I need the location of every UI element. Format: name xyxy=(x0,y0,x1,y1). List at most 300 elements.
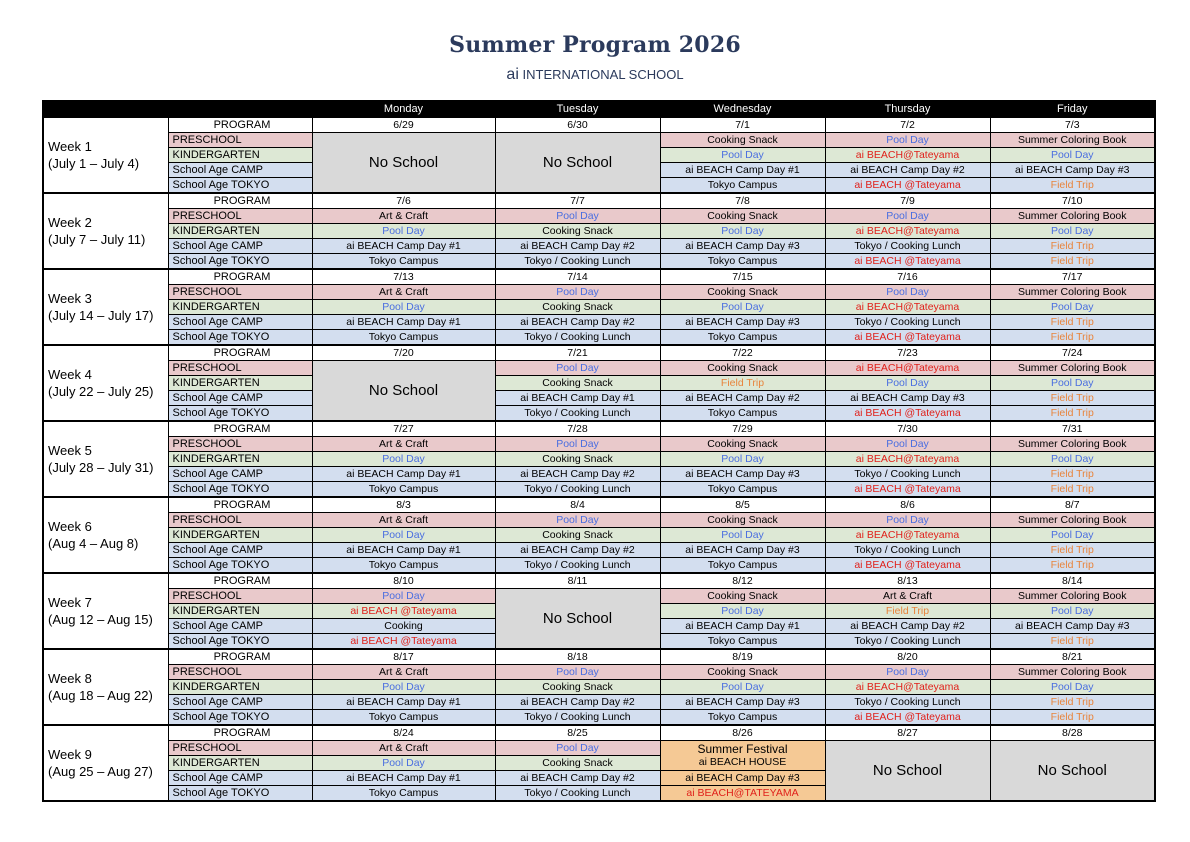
activity-cell: Pool Day xyxy=(990,148,1155,163)
activity-cell: ai BEACH@Tateyama xyxy=(825,680,990,695)
activity-cell: ai BEACH @Tateyama xyxy=(825,178,990,194)
activity-cell: Summer Coloring Book xyxy=(990,285,1155,300)
activity-cell: Pool Day xyxy=(990,528,1155,543)
activity-cell: ai BEACH Camp Day #1 xyxy=(660,619,825,634)
activity-cell: Tokyo / Cooking Lunch xyxy=(825,315,990,330)
activity-cell: ai BEACH Camp Day #1 xyxy=(660,163,825,178)
program-label: School Age CAMP xyxy=(168,543,312,558)
activity-cell: Cooking Snack xyxy=(495,528,660,543)
date-cell: 8/12 xyxy=(660,573,825,589)
header-friday: Friday xyxy=(990,101,1155,117)
program-label: KINDERGARTEN xyxy=(168,452,312,467)
page-title: Summer Program 2026 xyxy=(449,32,741,58)
header-blank xyxy=(43,101,312,117)
date-cell: 8/20 xyxy=(825,649,990,665)
program-row xyxy=(43,695,1155,710)
activity-cell: Pool Day xyxy=(312,756,495,771)
program-row xyxy=(43,315,1155,330)
activity-cell: Pool Day xyxy=(990,680,1155,695)
date-cell: 7/31 xyxy=(990,421,1155,437)
activity-cell: ai BEACH Camp Day #1 xyxy=(312,467,495,482)
program-row xyxy=(43,558,1155,574)
week-range: (Aug 18 – Aug 22) xyxy=(48,688,153,703)
activity-cell: Pool Day xyxy=(312,528,495,543)
program-label: PRESCHOOL xyxy=(168,361,312,376)
activity-cell: Tokyo / Cooking Lunch xyxy=(825,634,990,650)
activity-cell: Tokyo Campus xyxy=(660,558,825,574)
program-label: KINDERGARTEN xyxy=(168,756,312,771)
activity-cell: ai BEACH@Tateyama xyxy=(825,300,990,315)
activity-cell: Tokyo / Cooking Lunch xyxy=(825,695,990,710)
program-row xyxy=(43,239,1155,254)
activity-cell: Tokyo / Cooking Lunch xyxy=(495,254,660,270)
activity-cell: Field Trip xyxy=(990,558,1155,574)
activity-cell: Tokyo / Cooking Lunch xyxy=(495,786,660,802)
activity-cell: Tokyo Campus xyxy=(660,330,825,346)
program-row xyxy=(43,680,1155,695)
activity-subtitle: ai BEACH HOUSE xyxy=(698,756,787,768)
activity-cell: Field Trip xyxy=(990,315,1155,330)
week-label-cell xyxy=(43,345,168,421)
activity-cell: Pool Day xyxy=(660,452,825,467)
week-range: (July 1 – July 4) xyxy=(48,156,140,171)
activity-cell: Tokyo Campus xyxy=(312,482,495,498)
week-label: Week 8 xyxy=(48,671,92,686)
week-label-cell xyxy=(43,497,168,573)
program-label: PRESCHOOL xyxy=(168,285,312,300)
activity-cell: ai BEACH@Tateyama xyxy=(825,528,990,543)
activity-cell: Tokyo / Cooking Lunch xyxy=(495,710,660,726)
school-prefix: ai xyxy=(506,66,519,83)
date-cell: 7/30 xyxy=(825,421,990,437)
week-date-row xyxy=(43,421,1155,437)
activity-cell: Art & Craft xyxy=(312,513,495,528)
schedule-body xyxy=(43,117,1155,801)
activity-cell: Cooking Snack xyxy=(495,300,660,315)
activity-cell: Tokyo / Cooking Lunch xyxy=(495,330,660,346)
activity-cell: ai BEACH Camp Day #3 xyxy=(660,695,825,710)
program-row xyxy=(43,710,1155,726)
activity-cell: Tokyo Campus xyxy=(312,710,495,726)
date-cell: 7/1 xyxy=(660,117,825,133)
activity-cell: Pool Day xyxy=(495,209,660,224)
activity-cell: Pool Day xyxy=(660,604,825,619)
week-date-row xyxy=(43,649,1155,665)
header-row xyxy=(43,101,1155,117)
date-cell: 7/3 xyxy=(990,117,1155,133)
week-label-cell xyxy=(43,421,168,497)
activity-cell: Field Trip xyxy=(660,376,825,391)
activity-cell: Pool Day xyxy=(495,741,660,756)
week-date-row xyxy=(43,117,1155,133)
program-label: School Age CAMP xyxy=(168,771,312,786)
activity-cell: Pool Day xyxy=(990,300,1155,315)
program-label: KINDERGARTEN xyxy=(168,528,312,543)
program-label: PROGRAM xyxy=(168,421,312,437)
activity-cell: ai BEACH Camp Day #2 xyxy=(495,543,660,558)
activity-cell: Tokyo Campus xyxy=(660,482,825,498)
week-label-cell xyxy=(43,193,168,269)
week-date-row xyxy=(43,193,1155,209)
week-label-cell xyxy=(43,117,168,193)
no-school-cell: No School xyxy=(825,741,990,802)
activity-cell: ai BEACH Camp Day #3 xyxy=(825,391,990,406)
activity-cell: Pool Day xyxy=(312,452,495,467)
date-cell: 8/11 xyxy=(495,573,660,589)
program-label: School Age CAMP xyxy=(168,467,312,482)
program-row xyxy=(43,376,1155,391)
activity-cell: Field Trip xyxy=(990,467,1155,482)
activity-cell: Cooking Snack xyxy=(660,209,825,224)
date-cell: 7/21 xyxy=(495,345,660,361)
school-name-text: INTERNATIONAL SCHOOL xyxy=(522,67,684,82)
no-school-cell: No School xyxy=(312,133,495,194)
week-range: (July 28 – July 31) xyxy=(48,460,154,475)
activity-cell: Pool Day xyxy=(312,680,495,695)
activity-cell: Tokyo Campus xyxy=(312,786,495,802)
program-label: School Age TOKYO xyxy=(168,330,312,346)
activity-cell: Pool Day xyxy=(825,437,990,452)
program-label: PRESCHOOL xyxy=(168,209,312,224)
program-label: School Age CAMP xyxy=(168,163,312,178)
program-label: PRESCHOOL xyxy=(168,513,312,528)
date-cell: 8/21 xyxy=(990,649,1155,665)
date-cell: 8/26 xyxy=(660,725,825,741)
date-cell: 8/19 xyxy=(660,649,825,665)
activity-cell: Field Trip xyxy=(825,604,990,619)
program-row xyxy=(43,300,1155,315)
activity-cell: ai BEACH Camp Day #2 xyxy=(495,695,660,710)
program-row xyxy=(43,254,1155,270)
activity-cell: Cooking Snack xyxy=(495,376,660,391)
activity-cell: Pool Day xyxy=(825,665,990,680)
date-cell: 7/17 xyxy=(990,269,1155,285)
activity-cell: Art & Craft xyxy=(825,589,990,604)
week-date-row xyxy=(43,345,1155,361)
no-school-cell: No School xyxy=(990,741,1155,802)
activity-cell: Tokyo / Cooking Lunch xyxy=(495,406,660,422)
week-label-cell xyxy=(43,725,168,801)
activity-cell: ai BEACH @Tateyama xyxy=(825,558,990,574)
program-row xyxy=(43,224,1155,239)
program-label: PRESCHOOL xyxy=(168,437,312,452)
activity-cell: Summer Coloring Book xyxy=(990,513,1155,528)
date-cell: 7/16 xyxy=(825,269,990,285)
activity-cell: Pool Day xyxy=(660,300,825,315)
activity-cell: Tokyo Campus xyxy=(660,406,825,422)
activity-cell: ai BEACH Camp Day #2 xyxy=(495,315,660,330)
program-row xyxy=(43,589,1155,604)
program-label: School Age TOKYO xyxy=(168,710,312,726)
program-row xyxy=(43,543,1155,558)
activity-cell: Field Trip xyxy=(990,254,1155,270)
date-cell: 6/30 xyxy=(495,117,660,133)
activity-cell: Pool Day xyxy=(495,437,660,452)
week-label: Week 6 xyxy=(48,519,92,534)
week-label: Week 5 xyxy=(48,443,92,458)
activity-title: Summer Festival xyxy=(697,742,788,756)
activity-cell: ai BEACH Camp Day #1 xyxy=(312,771,495,786)
program-row xyxy=(43,391,1155,406)
activity-cell: Tokyo Campus xyxy=(312,558,495,574)
activity-cell: Tokyo Campus xyxy=(312,254,495,270)
program-label: PROGRAM xyxy=(168,269,312,285)
date-cell: 7/20 xyxy=(312,345,495,361)
activity-cell: Pool Day xyxy=(825,285,990,300)
week-range: (Aug 25 – Aug 27) xyxy=(48,764,153,779)
week-date-row xyxy=(43,269,1155,285)
program-label: KINDERGARTEN xyxy=(168,680,312,695)
activity-cell: Summer Coloring Book xyxy=(990,361,1155,376)
activity-cell: ai BEACH Camp Day #3 xyxy=(660,467,825,482)
program-row xyxy=(43,437,1155,452)
week-date-row xyxy=(43,725,1155,741)
no-school-cell: No School xyxy=(495,133,660,194)
activity-cell: Field Trip xyxy=(990,239,1155,254)
program-label: PRESCHOOL xyxy=(168,133,312,148)
date-cell: 8/3 xyxy=(312,497,495,513)
activity-cell: Art & Craft xyxy=(312,665,495,680)
program-label: School Age CAMP xyxy=(168,695,312,710)
program-label: School Age CAMP xyxy=(168,391,312,406)
date-cell: 7/2 xyxy=(825,117,990,133)
program-label: School Age CAMP xyxy=(168,619,312,634)
date-cell: 7/8 xyxy=(660,193,825,209)
week-label: Week 3 xyxy=(48,291,92,306)
program-label: School Age TOKYO xyxy=(168,786,312,802)
activity-cell: ai BEACH Camp Day #2 xyxy=(660,391,825,406)
activity-cell: ai BEACH Camp Day #3 xyxy=(990,163,1155,178)
date-cell: 7/13 xyxy=(312,269,495,285)
program-label: School Age TOKYO xyxy=(168,254,312,270)
activity-cell: ai BEACH@Tateyama xyxy=(825,224,990,239)
activity-cell: Cooking Snack xyxy=(660,133,825,148)
activity-cell: ai BEACH Camp Day #3 xyxy=(660,239,825,254)
activity-cell: Summer Coloring Book xyxy=(990,589,1155,604)
program-row xyxy=(43,482,1155,498)
activity-cell: ai BEACH @Tateyama xyxy=(825,330,990,346)
program-label: PROGRAM xyxy=(168,193,312,209)
program-label: PROGRAM xyxy=(168,345,312,361)
activity-cell: Tokyo / Cooking Lunch xyxy=(825,543,990,558)
activity-cell: ai BEACH @Tateyama xyxy=(312,604,495,619)
program-row xyxy=(43,452,1155,467)
week-range: (Aug 4 – Aug 8) xyxy=(48,536,139,551)
week-label-cell xyxy=(43,649,168,725)
activity-cell: Cooking Snack xyxy=(495,452,660,467)
activity-cell: Summer Coloring Book xyxy=(990,209,1155,224)
program-row xyxy=(43,133,1155,148)
activity-cell: Field Trip xyxy=(990,710,1155,726)
week-label: Week 9 xyxy=(48,747,92,762)
date-cell: 7/14 xyxy=(495,269,660,285)
program-label: KINDERGARTEN xyxy=(168,604,312,619)
program-row xyxy=(43,528,1155,543)
date-cell: 7/23 xyxy=(825,345,990,361)
activity-cell: Pool Day xyxy=(990,376,1155,391)
activity-cell: Pool Day xyxy=(495,285,660,300)
activity-cell: Pool Day xyxy=(990,452,1155,467)
program-label: PROGRAM xyxy=(168,649,312,665)
date-cell: 8/10 xyxy=(312,573,495,589)
activity-cell: ai BEACH Camp Day #2 xyxy=(495,467,660,482)
program-label: School Age CAMP xyxy=(168,315,312,330)
activity-cell: ai BEACH Camp Day #3 xyxy=(660,771,825,786)
activity-cell: Tokyo / Cooking Lunch xyxy=(495,558,660,574)
activity-cell: ai BEACH @Tateyama xyxy=(825,482,990,498)
activity-cell: Field Trip xyxy=(990,178,1155,194)
program-label: School Age TOKYO xyxy=(168,406,312,422)
activity-cell: ai BEACH Camp Day #3 xyxy=(660,315,825,330)
program-label: PRESCHOOL xyxy=(168,741,312,756)
program-label: KINDERGARTEN xyxy=(168,376,312,391)
activity-cell: Tokyo Campus xyxy=(312,330,495,346)
date-cell: 7/28 xyxy=(495,421,660,437)
activity-cell: Field Trip xyxy=(990,391,1155,406)
activity-cell: Art & Craft xyxy=(312,437,495,452)
date-cell: 7/10 xyxy=(990,193,1155,209)
activity-cell: ai BEACH@Tateyama xyxy=(825,148,990,163)
week-range: (Aug 12 – Aug 15) xyxy=(48,612,153,627)
no-school-cell: No School xyxy=(495,589,660,650)
activity-cell: Field Trip xyxy=(990,543,1155,558)
activity-cell: Cooking Snack xyxy=(660,361,825,376)
date-cell: 7/6 xyxy=(312,193,495,209)
activity-cell: Pool Day xyxy=(660,148,825,163)
activity-cell xyxy=(660,741,825,771)
activity-cell: ai BEACH@Tateyama xyxy=(825,361,990,376)
header-thursday: Thursday xyxy=(825,101,990,117)
date-cell: 7/9 xyxy=(825,193,990,209)
activity-cell: Art & Craft xyxy=(312,285,495,300)
program-label: School Age TOKYO xyxy=(168,634,312,650)
week-range: (July 14 – July 17) xyxy=(48,308,154,323)
date-cell: 8/28 xyxy=(990,725,1155,741)
activity-cell: Summer Coloring Book xyxy=(990,133,1155,148)
activity-cell: ai BEACH Camp Day #1 xyxy=(312,543,495,558)
activity-cell: Pool Day xyxy=(825,133,990,148)
activity-cell: Field Trip xyxy=(990,330,1155,346)
program-label: PRESCHOOL xyxy=(168,589,312,604)
activity-cell: ai BEACH Camp Day #3 xyxy=(660,543,825,558)
activity-cell: Cooking Snack xyxy=(660,285,825,300)
program-label: KINDERGARTEN xyxy=(168,224,312,239)
school-name xyxy=(0,66,1190,84)
program-label: KINDERGARTEN xyxy=(168,300,312,315)
week-date-row xyxy=(43,573,1155,589)
activity-cell: ai BEACH @Tateyama xyxy=(825,406,990,422)
date-cell: 7/22 xyxy=(660,345,825,361)
activity-cell: Cooking Snack xyxy=(660,665,825,680)
activity-cell: Cooking Snack xyxy=(660,437,825,452)
program-label: PROGRAM xyxy=(168,497,312,513)
program-label: School Age TOKYO xyxy=(168,178,312,194)
activity-cell: ai BEACH@Tateyama xyxy=(825,452,990,467)
activity-cell: Pool Day xyxy=(312,300,495,315)
activity-cell: Field Trip xyxy=(990,695,1155,710)
activity-cell: Cooking Snack xyxy=(495,756,660,771)
activity-cell: ai BEACH Camp Day #1 xyxy=(312,695,495,710)
activity-cell: ai BEACH Camp Day #2 xyxy=(825,619,990,634)
program-row xyxy=(43,467,1155,482)
header-wednesday: Wednesday xyxy=(660,101,825,117)
date-cell: 8/6 xyxy=(825,497,990,513)
program-row xyxy=(43,741,1155,756)
week-date-row xyxy=(43,497,1155,513)
date-cell: 8/13 xyxy=(825,573,990,589)
activity-cell: Pool Day xyxy=(825,209,990,224)
week-label: Week 2 xyxy=(48,215,92,230)
date-cell: 7/27 xyxy=(312,421,495,437)
program-label: School Age TOKYO xyxy=(168,482,312,498)
activity-cell: Tokyo / Cooking Lunch xyxy=(825,467,990,482)
activity-cell: Summer Coloring Book xyxy=(990,437,1155,452)
activity-cell: ai BEACH @Tateyama xyxy=(825,710,990,726)
date-cell: 8/4 xyxy=(495,497,660,513)
date-cell: 8/18 xyxy=(495,649,660,665)
week-label-cell xyxy=(43,573,168,649)
week-label: Week 1 xyxy=(48,139,92,154)
date-cell: 8/17 xyxy=(312,649,495,665)
week-range: (July 22 – July 25) xyxy=(48,384,154,399)
activity-cell: ai BEACH Camp Day #1 xyxy=(312,315,495,330)
activity-cell: ai BEACH @Tateyama xyxy=(312,634,495,650)
activity-cell: ai BEACH Camp Day #2 xyxy=(825,163,990,178)
activity-cell: Cooking Snack xyxy=(495,680,660,695)
no-school-cell: No School xyxy=(312,361,495,422)
date-cell: 7/7 xyxy=(495,193,660,209)
activity-cell: Tokyo Campus xyxy=(660,710,825,726)
program-label: PROGRAM xyxy=(168,573,312,589)
activity-cell: Pool Day xyxy=(495,665,660,680)
activity-cell: Pool Day xyxy=(660,528,825,543)
header-tuesday: Tuesday xyxy=(495,101,660,117)
activity-cell: Art & Craft xyxy=(312,741,495,756)
activity-cell: Field Trip xyxy=(990,634,1155,650)
program-row xyxy=(43,209,1155,224)
program-row xyxy=(43,330,1155,346)
program-label: PRESCHOOL xyxy=(168,665,312,680)
activity-cell: Pool Day xyxy=(312,589,495,604)
activity-cell: Cooking Snack xyxy=(495,224,660,239)
activity-cell: Tokyo Campus xyxy=(660,254,825,270)
date-cell: 8/5 xyxy=(660,497,825,513)
date-cell: 8/24 xyxy=(312,725,495,741)
activity-cell: ai BEACH Camp Day #3 xyxy=(990,619,1155,634)
activity-cell: Field Trip xyxy=(990,482,1155,498)
activity-cell: Tokyo Campus xyxy=(660,634,825,650)
activity-cell: Tokyo / Cooking Lunch xyxy=(495,482,660,498)
activity-cell: Summer Coloring Book xyxy=(990,665,1155,680)
week-label: Week 7 xyxy=(48,595,92,610)
date-cell: 6/29 xyxy=(312,117,495,133)
program-row xyxy=(43,406,1155,422)
activity-cell: Tokyo Campus xyxy=(660,178,825,194)
date-cell: 8/25 xyxy=(495,725,660,741)
activity-cell: Art & Craft xyxy=(312,209,495,224)
program-label: School Age CAMP xyxy=(168,239,312,254)
activity-cell: Cooking Snack xyxy=(660,513,825,528)
week-label-cell xyxy=(43,269,168,345)
activity-cell: Tokyo / Cooking Lunch xyxy=(825,239,990,254)
activity-cell: ai BEACH Camp Day #2 xyxy=(495,771,660,786)
date-cell: 7/24 xyxy=(990,345,1155,361)
date-cell: 7/15 xyxy=(660,269,825,285)
activity-cell: Pool Day xyxy=(825,513,990,528)
schedule-table xyxy=(42,100,1156,802)
activity-cell: Pool Day xyxy=(495,513,660,528)
activity-cell: Cooking Snack xyxy=(660,589,825,604)
